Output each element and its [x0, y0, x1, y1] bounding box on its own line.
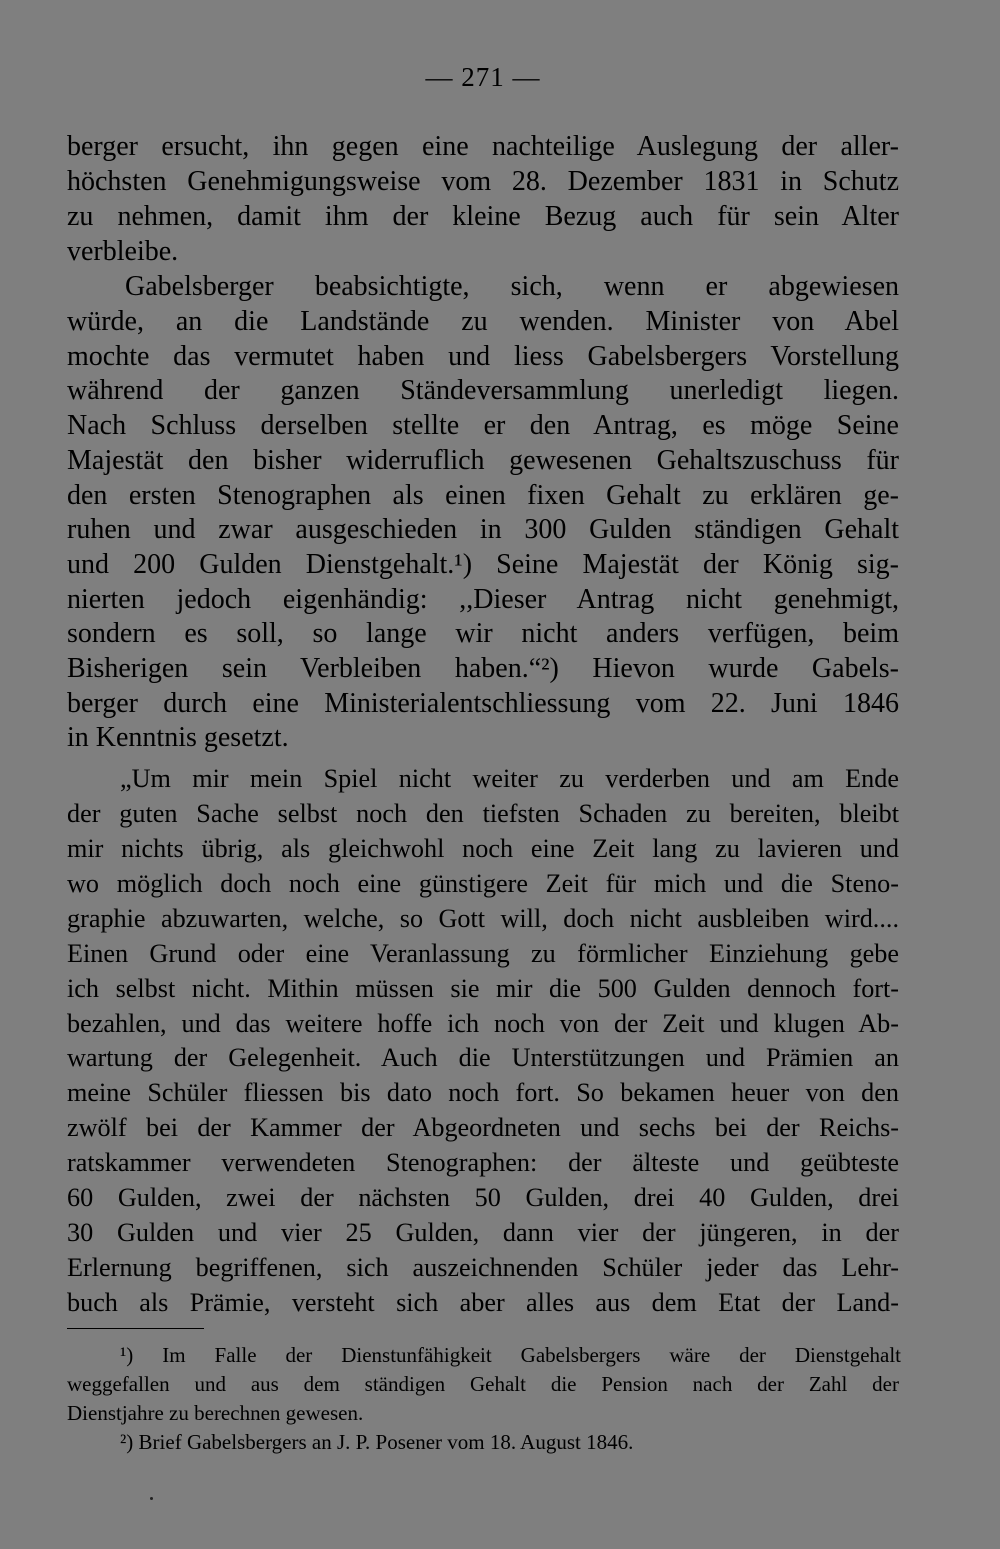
quote-line: ratskammer verwendeten Stenographen: der älteste und geübteste [67, 1148, 899, 1177]
body-line: verbleibe. [67, 236, 179, 267]
quote-line: wo möglich doch noch eine günstigere Zeit für mich und die Steno- [67, 869, 899, 898]
body-line: nierten jedoch eigenhändig: ,,Dieser Antrag nicht genehmigt, [67, 584, 899, 615]
footnote-line: weggefallen und aus dem ständigen Gehalt die Pension nach der Zahl der [67, 1372, 899, 1396]
body-line: berger durch eine Ministerialentschliessung vom 22. Juni 1846 [67, 688, 899, 719]
quote-line: 30 Gulden und vier 25 Gulden, dann vier der jüngeren, in der [67, 1218, 899, 1247]
body-line: den ersten Stenographen als einen fixen Gehalt zu erklären ge- [67, 480, 899, 511]
body-line: würde, an die Landstände zu wenden. Minister von Abel [67, 306, 899, 337]
body-line: und 200 Gulden Dienstgehalt.¹) Seine Majestät der König sig- [67, 549, 899, 580]
body-line: zu nehmen, damit ihm der kleine Bezug auch für sein Alter [67, 201, 899, 232]
body-line: in Kenntnis gesetzt. [67, 722, 289, 753]
body-line: während der ganzen Ständeversammlung unerledigt liegen. [67, 375, 899, 406]
quote-line: bezahlen, und das weitere hoffe ich noch von der Zeit und klugen Ab- [67, 1009, 899, 1038]
quote-line: meine Schüler fliessen bis dato noch fort. So bekamen heuer von den [67, 1078, 899, 1107]
footnote-separator [67, 1328, 204, 1329]
footnote-line: ²) Brief Gabelsbergers an J. P. Posener vom 18. August 1846. [120, 1430, 634, 1454]
quote-line: buch als Prämie, versteht sich aber alles aus dem Etat der Land- [67, 1288, 899, 1317]
footnote-line: Dienstjahre zu berechnen gewesen. [67, 1401, 364, 1425]
body-line: mochte das vermutet haben und liess Gabelsbergers Vorstellung [67, 341, 899, 372]
quote-line: graphie abzuwarten, welche, so Gott will, doch nicht ausbleiben wird.... [67, 904, 899, 933]
quote-line: „Um mir mein Spiel nicht weiter zu verderben und am Ende [120, 764, 899, 793]
body-line: Gabelsberger beabsichtigte, sich, wenn er abgewiesen [125, 271, 899, 302]
body-line: Nach Schluss derselben stellte er den Antrag, es möge Seine [67, 410, 899, 441]
body-line: höchsten Genehmigungsweise vom 28. Dezember 1831 in Schutz [67, 166, 899, 197]
body-line: sondern es soll, so lange wir nicht anders verfügen, beim [67, 618, 899, 649]
body-line: Bisherigen sein Verbleiben haben.“²) Hievon wurde Gabels- [67, 653, 899, 684]
quote-line: Erlernung begriffenen, sich auszeichnenden Schüler jeder das Lehr- [67, 1253, 899, 1282]
quote-line: wartung der Gelegenheit. Auch die Unterstützungen und Prämien an [67, 1043, 899, 1072]
footnote-line: ¹) Im Falle der Dienstunfähigkeit Gabelsbergers wäre der Dienstgehalt [120, 1343, 901, 1367]
quote-line: 60 Gulden, zwei der nächsten 50 Gulden, drei 40 Gulden, drei [67, 1183, 899, 1212]
paper-speck [150, 1497, 153, 1500]
quote-line: ich selbst nicht. Mithin müssen sie mir die 500 Gulden dennoch fort- [67, 974, 899, 1003]
quote-line: zwölf bei der Kammer der Abgeordneten und sechs bei der Reichs- [67, 1113, 899, 1142]
quote-line: der guten Sache selbst noch den tiefsten Schaden zu bereiten, bleibt [67, 799, 899, 828]
body-line: berger ersucht, ihn gegen eine nachteilige Auslegung der aller- [67, 131, 899, 162]
quote-line: mir nichts übrig, als gleichwohl noch eine Zeit lang zu lavieren und [67, 834, 899, 863]
page-number: — 271 — [425, 62, 541, 92]
quote-line: Einen Grund oder eine Veranlassung zu förmlicher Einziehung gebe [67, 939, 899, 968]
body-line: ruhen und zwar ausgeschieden in 300 Gulden ständigen Gehalt [67, 514, 899, 545]
body-line: Majestät den bisher widerruflich gewesenen Gehaltszuschuss für [67, 445, 899, 476]
